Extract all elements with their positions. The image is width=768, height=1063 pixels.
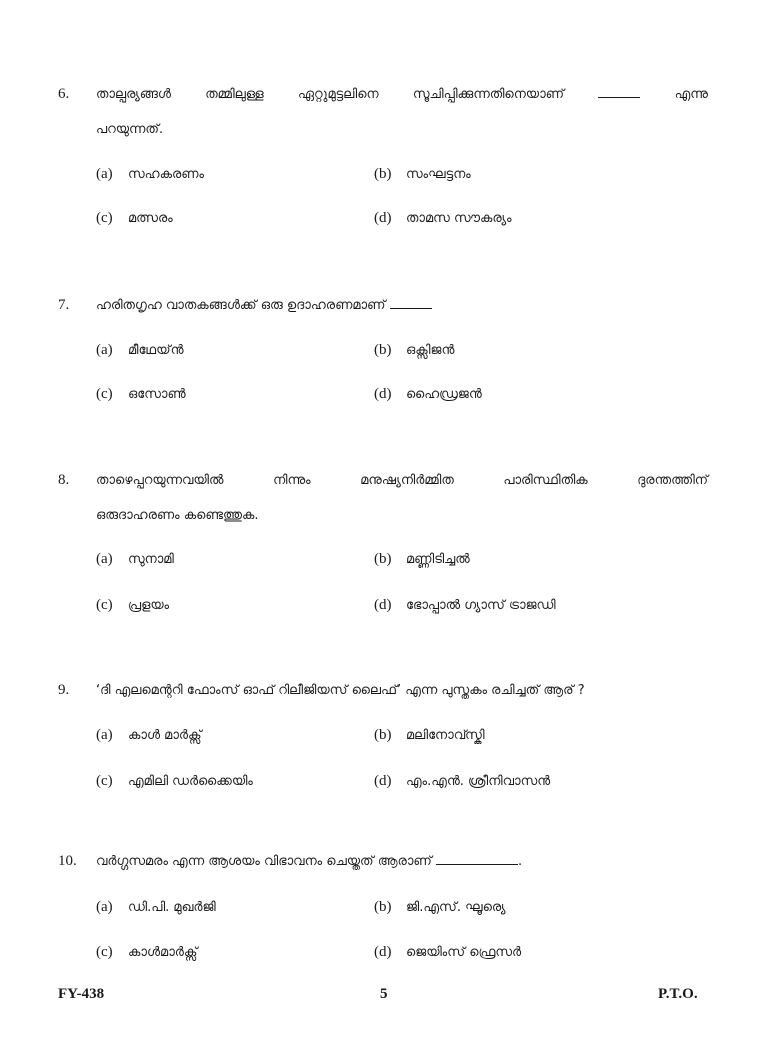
- answer-blank: [390, 296, 432, 309]
- option-c: (c) ഒസോൺ: [96, 386, 186, 402]
- option-a: (a) സുനാമി: [96, 551, 174, 567]
- pto-label: P.T.O.: [658, 986, 698, 1002]
- option-b: (b) സംഘട്ടനം: [374, 166, 471, 182]
- option-a: (a) ഡി.പി. മുഖർജി: [96, 899, 216, 915]
- question-text: താഴെപ്പറയുന്നവയിൽ നിന്നും മനുഷ്യനിർമ്മിത പാരിസ്ഥിതിക ദുരന്തത്തിന് ഒരുദാഹരണം കണ്ടെത്തുക.: [96, 473, 708, 523]
- option-d: (d) ഹൈഡ്രജൻ: [374, 386, 482, 402]
- question-number: 10.: [58, 853, 77, 869]
- option-c: (c) മത്സരം: [96, 210, 173, 226]
- question-number: 6.: [58, 86, 70, 102]
- question-number: 9.: [58, 682, 70, 698]
- option-d: (d) എം.എൻ. ശ്രീനിവാസൻ: [374, 773, 551, 789]
- option-b: (b) ഒക്സിജൻ: [374, 342, 455, 358]
- option-c: (c) പ്രളയം: [96, 597, 170, 613]
- option-d: (d) താമസ സൗകര്യം: [374, 210, 512, 226]
- option-b: (b) മലിനോവ്സ്കി: [374, 727, 485, 743]
- question-text: ‘ദി എലമെന്ററി ഫോംസ് ഓഫ് റിലീജിയസ് ലൈഫ്’ എന്ന പുസ്തകം രചിച്ചത് ആര് ?: [96, 683, 585, 698]
- option-d: (d) ജെയിംസ് ഫ്രെസർ: [374, 944, 522, 960]
- option-d: (d) ഭോപ്പാൽ ഗ്യാസ് ട്രാജഡി: [374, 597, 556, 613]
- option-a: (a) മീഥേയ്ൻ: [96, 342, 184, 358]
- option-c: (c) കാൾമാർക്സ്: [96, 944, 198, 960]
- question-text: താല്പര്യങ്ങൾ തമ്മിലുള്ള ഏറ്റുമുട്ടലിനെ സൂചിപ്പിക്കുന്നതിനെയാണ് എന്നു പറയുന്നത്.: [96, 87, 709, 137]
- paper-code: FY-438: [58, 986, 105, 1002]
- question-number: 8.: [58, 472, 70, 488]
- question-number: 7.: [58, 297, 70, 313]
- option-a: (a) കാൾ മാർക്സ്: [96, 727, 202, 743]
- option-a: (a) സഹകരണം: [96, 166, 204, 182]
- option-b: (b) മണ്ണിടിച്ചൽ: [374, 551, 470, 567]
- option-c: (c) എമിലി ഡർക്കൈയിം: [96, 773, 253, 789]
- answer-blank: [436, 852, 518, 865]
- question-text: വർഗ്ഗസമരം എന്ന ആശയം വിഭാവനം ചെയ്തത് ആരാണ് .: [96, 854, 523, 869]
- answer-blank: [598, 85, 640, 98]
- option-b: (b) ജി.എസ്. ഘൂര്യെ: [374, 899, 506, 915]
- question-text: ഹരിതഗൃഹ വാതകങ്ങൾക്ക് ഒരു ഉദാഹരണമാണ്: [96, 288, 708, 323]
- page-number: 5: [380, 986, 388, 1002]
